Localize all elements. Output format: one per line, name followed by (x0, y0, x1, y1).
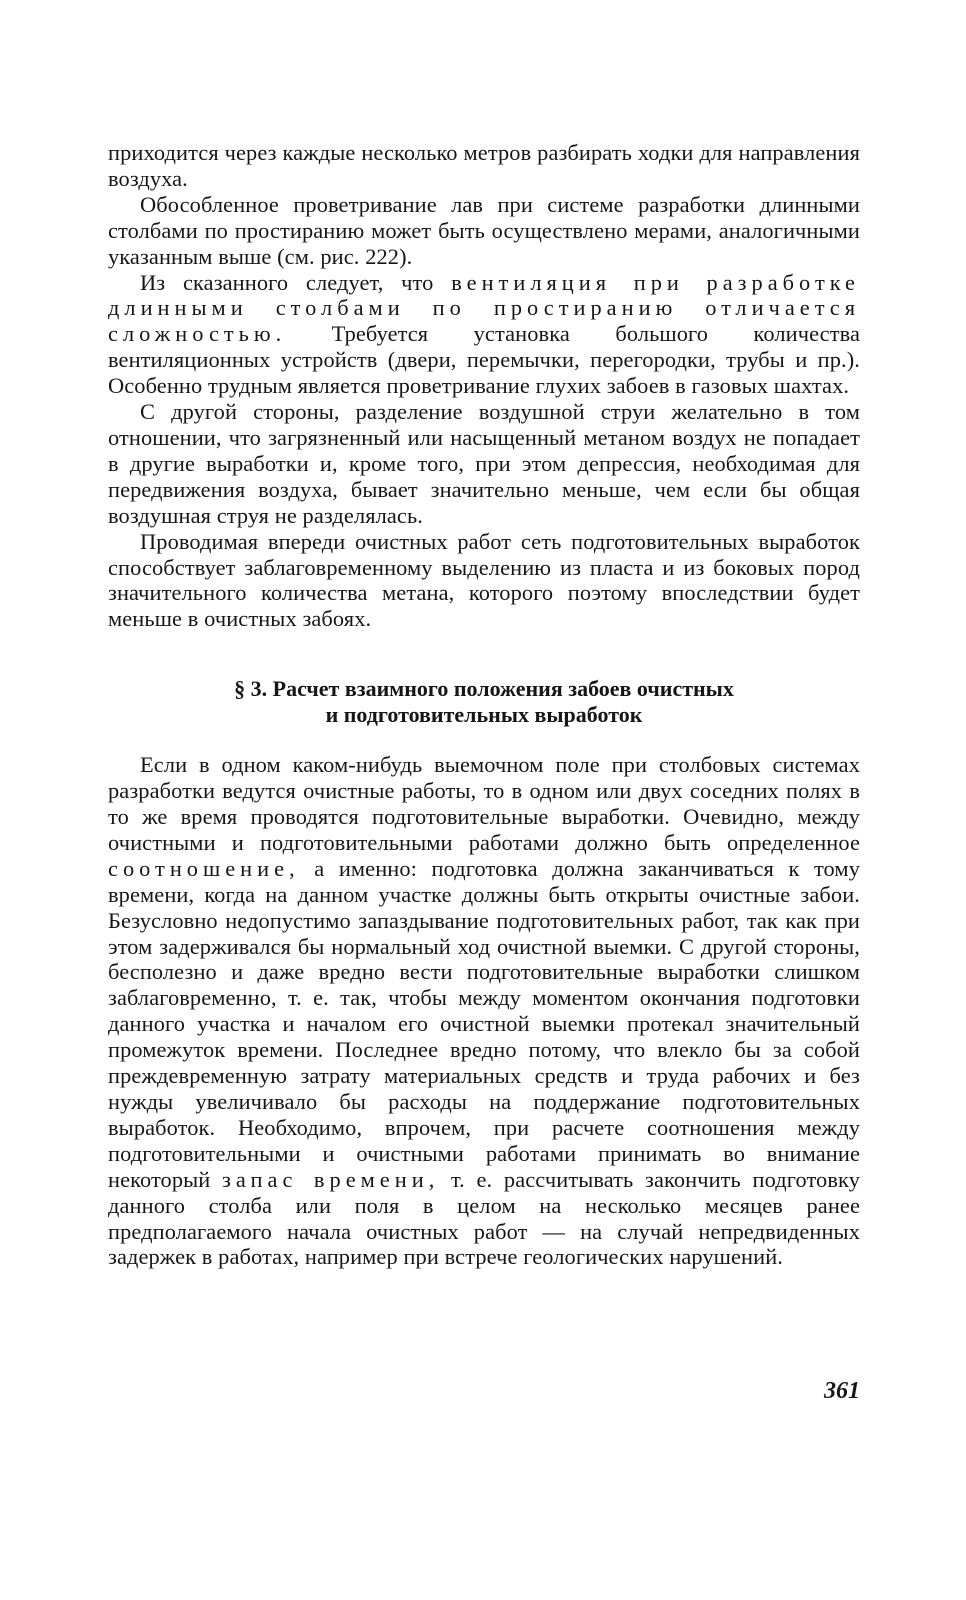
section-heading-line-1: § 3. Расчет взаимного положения забоев очистных (234, 676, 734, 702)
paragraph-text: Требуется установка большого количества вентиляционных устройств (двери, перемычки, перегородки, трубы и пр.). Особенно трудным является проветривание глухих забоев в газовых шахтах. (108, 321, 861, 399)
emphasis-text: запас времени, (222, 1166, 440, 1192)
section-heading (108, 676, 860, 728)
paragraph-text: а именно: подготовка должна заканчиваться к тому времени, когда на данном участке должны быть открыты очистные забои. Безусловно недопустимо запаздывание подготовительных работ, так как при этом задерживался бы нормальный ход очистной выемки. С другой стороны, бесполезно и даже вредно вести подготовительные выработки слишком заблаговременно, т. е. так, чтобы между моментом окончания подготовки данного участка и началом его очистной выемки протекал значительный промежуток времени. Последнее вредно потому, что влекло бы за собой преждевременную затрату материальных средств и труда рабочих и без нужды увеличивало бы расходы на поддержание подготовительных выработок. Необходимо, впрочем, при расчете соотношения между подготовительными и очистными работами принимать во внимание некоторый (108, 855, 860, 1192)
paragraph-text: т. е. рассчитывать закончить подготовку данного столба или поля в целом на несколько месяцев ранее предполагаемого начала очистных работ — на случай непредвиденных задержек в работах, например при встрече геологических нарушений. (108, 1166, 860, 1270)
paragraph-air-stream: С другой стороны, разделение воздушной струи желательно в том отношении, что загрязненный или насыщенный метаном воздух не попадает в другие выработки и, кроме того, при этом депрессия, необходимая для передвижения воздуха, бывает значительно меньше, чем если бы общая воздушная струя не разделялась. (108, 399, 860, 528)
paragraph-text: Если в одном каком-нибудь выемочном поле при столбовых системах разработки ведутся очистные работы, то в одном или двух соседних полях в то же время проводятся подготовительные выработки. Очевидно, между очистными и подготовительными работами должно быть определенное (108, 752, 860, 855)
paragraph-text: Из сказанного следует, что (140, 269, 434, 295)
paragraph-face-ratio (108, 752, 860, 1270)
paragraph-continuation: приходится через каждые несколько метров разбирать ходки для направления воздуха. (108, 140, 860, 191)
page-body (108, 140, 860, 1270)
emphasis-text: вентиляция при разработке длинными столбами по простиранию отличается сложностью. (108, 269, 860, 347)
paragraph-isolated-ventilation: Обособленное проветривание лав при системе разработки длинными столбами по простиранию может быть осуществлено мерами, аналогичными указанным выше (см. рис. 222). (108, 191, 860, 269)
emphasis-text: соотношение, (108, 855, 300, 881)
section-heading-line-2: и подготовительных выработок (325, 702, 643, 728)
paragraph-methane-release: Проводимая впереди очистных работ сеть подготовительных выработок способствует заблаговременному выделению из пласта и из боковых пород значительного количества метана, которого поэтому впоследствии будет меньше в очистных забоях. (108, 528, 860, 632)
paragraph-ventilation-complexity (108, 270, 860, 400)
page-number: 361 (824, 1378, 860, 1404)
